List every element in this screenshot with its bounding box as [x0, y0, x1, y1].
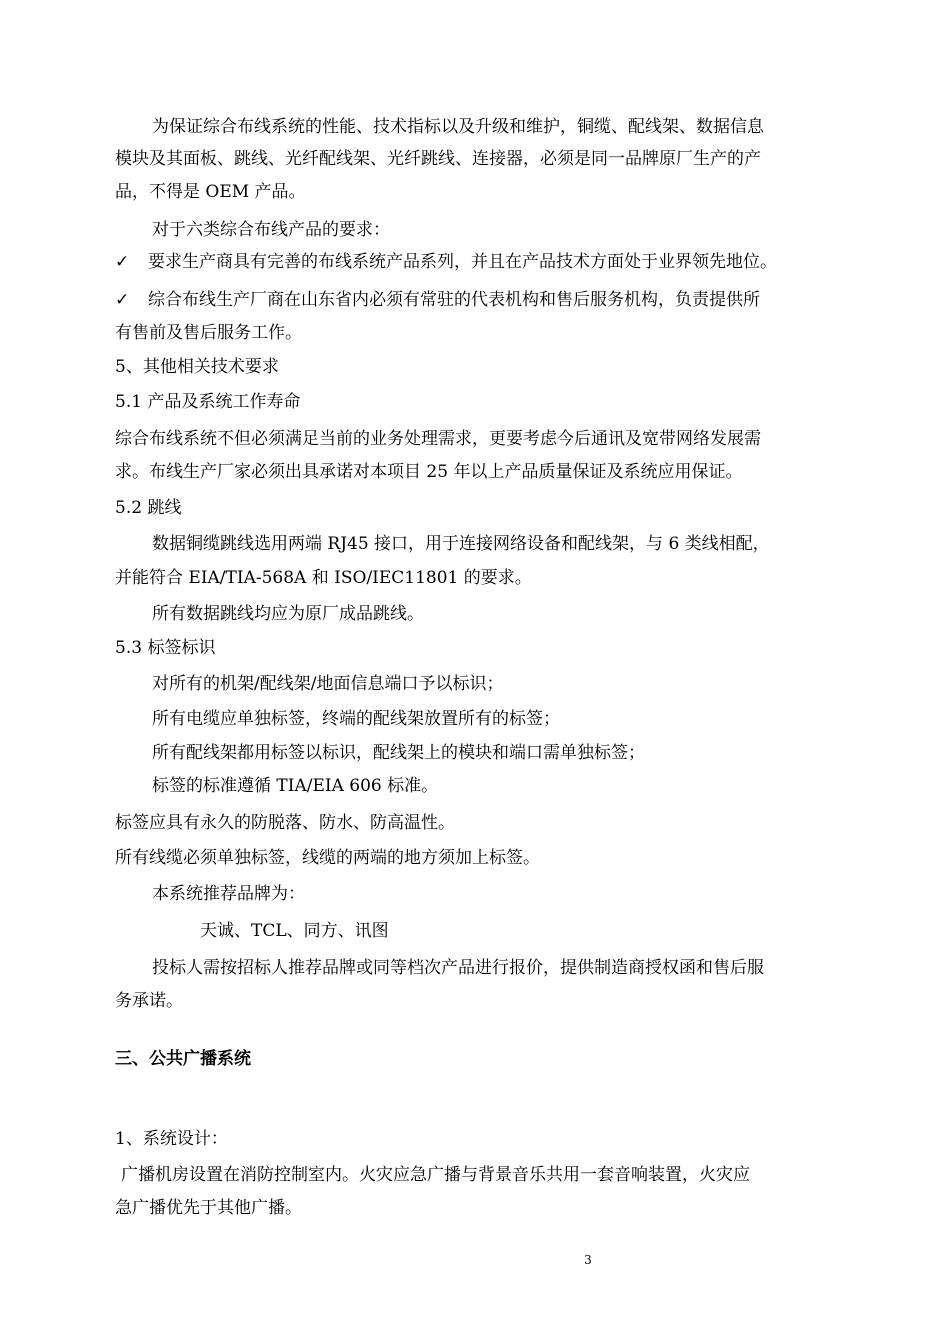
paragraph-line: 所有数据跳线均应为原厂成品跳线。 [152, 604, 424, 624]
section-heading: 5、其他相关技术要求 [115, 357, 279, 377]
checkmark-icon: ✓ [115, 290, 130, 310]
chapter-heading: 三、公共广播系统 [115, 1049, 251, 1069]
list-item: 对所有的机架/配线架/地面信息端口予以标识； [152, 674, 504, 694]
paragraph-line: 急广播优先于其他广播。 [115, 1198, 302, 1218]
subsection-heading: 5.3 标签标识 [115, 638, 216, 658]
paragraph-line: 投标人需按招标人推荐品牌或同等档次产品进行报价，提供制造商授权函和售后服 [152, 958, 764, 978]
paragraph-line: 求。布线生产厂家必须出具承诺对本项目 25 年以上产品质量保证及系统应用保证。 [115, 462, 743, 482]
list-item: 所有配线架都用标签以标识，配线架上的模块和端口需单独标签； [152, 743, 645, 763]
paragraph-line: 务承诺。 [115, 991, 183, 1011]
paragraph-line: 对于六类综合布线产品的要求： [152, 220, 390, 240]
paragraph-line: 数据铜缆跳线选用两端 RJ45 接口，用于连接网络设备和配线架，与 6 类线相配， [152, 534, 770, 554]
list-item: 所有电缆应单独标签，终端的配线架放置所有的标签； [152, 709, 560, 729]
bullet-item: 要求生产商具有完善的布线系统产品系列，并且在产品技术方面处于业界领先地位。 [148, 252, 777, 272]
paragraph-line: 广播机房设置在消防控制室内。火灾应急广播与背景音乐共用一套音响装置，火灾应 [121, 1165, 750, 1185]
paragraph-line: 综合布线系统不但必须满足当前的业务处理需求，更要考虑今后通讯及宽带网络发展需 [115, 429, 761, 449]
paragraph-line: 有售前及售后服务工作。 [115, 323, 302, 343]
list-item: 标签的标准遵循 TIA/EIA 606 标准。 [152, 776, 439, 796]
paragraph-line: 所有线缆必须单独标签，线缆的两端的地方须加上标签。 [115, 848, 540, 868]
subsection-heading: 5.1 产品及系统工作寿命 [115, 392, 301, 412]
section-heading: 1、系统设计： [115, 1129, 228, 1149]
paragraph-line: 本系统推荐品牌为： [152, 884, 305, 904]
page-number: 3 [584, 1253, 592, 1267]
subsection-heading: 5.2 跳线 [115, 498, 182, 518]
paragraph-line: 为保证综合布线系统的性能、技术指标以及升级和维护，铜缆、配线架、数据信息 [152, 117, 764, 137]
checkmark-icon: ✓ [115, 252, 130, 272]
paragraph-line: 品，不得是 OEM 产品。 [115, 182, 306, 202]
paragraph-line: 并能符合 EIA/TIA-568A 和 ISO/IEC11801 的要求。 [115, 568, 532, 588]
paragraph-line: 标签应具有永久的防脱落、防水、防高温性。 [115, 813, 455, 833]
paragraph-line: 模块及其面板、跳线、光纤配线架、光纤跳线、连接器，必须是同一品牌原厂生产的产 [115, 149, 761, 169]
bullet-item: 综合布线生产厂商在山东省内必须有常驻的代表机构和售后服务机构，负责提供所 [148, 290, 760, 310]
brand-list: 天诚、TCL、同方、讯图 [200, 921, 389, 941]
